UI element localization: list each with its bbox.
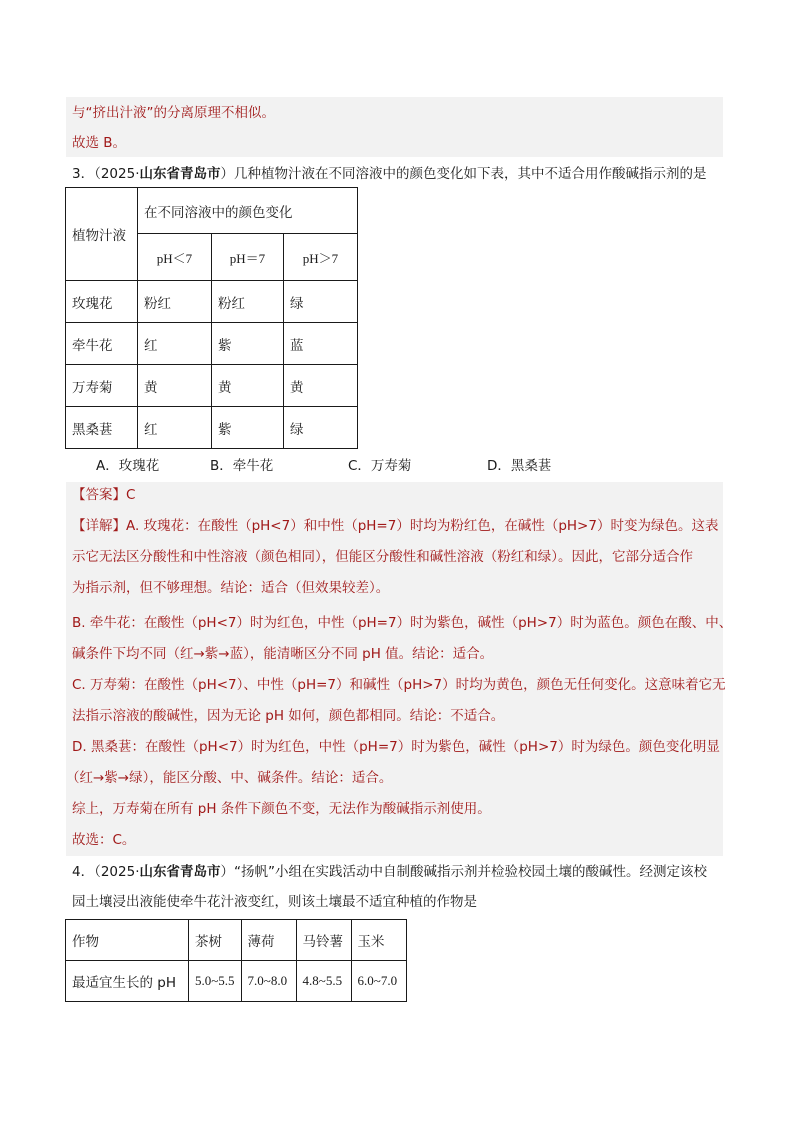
prev-answer-line-2: 故选 B。: [72, 135, 127, 151]
q3-detail-line-2: 示它无法区分酸性和中性溶液（颜色相同），但能区分酸性和碱性溶液（粉红和绿）。因此，它部分适合作: [72, 549, 693, 565]
q4-stem-line-1: [72, 862, 707, 882]
table-row: [66, 323, 358, 365]
q3-detail-line-6: C. 万寿菊：在酸性（pH<7）、中性（pH=7）和碱性（pH>7）时均为黄色，颜色无任何变化。这意味着它无: [72, 677, 726, 693]
q3-option-d: D．黑桑葚: [487, 458, 552, 474]
q4-header-corn: 玉米: [351, 920, 406, 961]
q3-table-group-header: 在不同溶液中的颜色变化: [137, 188, 357, 234]
q4-cell: 4.8~5.5: [296, 961, 351, 1002]
q3-row-name: 玫瑰花: [66, 281, 138, 323]
q3-subheader-acid: pH＜7: [137, 234, 211, 281]
q3-row-name: 万寿菊: [66, 365, 138, 407]
q3-number: 3．: [72, 166, 95, 182]
q3-detail-line-5: 碱条件下均不同（红→紫→蓝），能清晰区分不同 pH 值。结论：适合。: [72, 646, 494, 662]
answer-label: 【答案】: [72, 487, 126, 503]
detail-label: 【详解】: [72, 518, 126, 534]
q3-detail-line-1: [72, 516, 718, 536]
q3-cell: 红: [137, 407, 211, 449]
q3-source-open: （2025·: [94, 166, 140, 182]
q3-detail-line-11: 故选：C。: [72, 832, 136, 848]
q4-header-crop: 作物: [66, 920, 189, 961]
q3-cell: 粉红: [137, 281, 211, 323]
q4-ph-table: [65, 919, 407, 1002]
q3-cell: 黄: [137, 365, 211, 407]
q3-stem-text: 几种植物汁液在不同溶液中的颜色变化如下表，其中不适合用作酸碱指示剂的是: [234, 166, 707, 182]
q3-cell: 紫: [211, 407, 283, 449]
answer-value: C: [126, 487, 136, 503]
q4-header-mint: 薄荷: [241, 920, 296, 961]
q3-subheader-base: pH＞7: [283, 234, 357, 281]
q3-cell: 黄: [211, 365, 283, 407]
q3-stem: [72, 164, 707, 184]
q3-cell: 粉红: [211, 281, 283, 323]
q3-option-c: C．万寿菊: [348, 458, 412, 474]
q3-detail-line-7: 法指示溶液的酸碱性，因为无论 pH 如何，颜色都相同。结论：不适合。: [72, 708, 505, 724]
table-row: [66, 365, 358, 407]
q4-stem-text: “扬帆”小组在实践活动中自制酸碱指示剂并检验校园土壤的酸碱性。经测定该校: [234, 864, 707, 880]
q3-source-close: ）: [220, 166, 234, 182]
q4-source-close: ）: [220, 864, 234, 880]
q3-detail-line-8: D. 黑桑葚：在酸性（pH<7）时为红色，中性（pH=7）时为紫色，碱性（pH>7）时为绿色。颜色变化明显: [72, 739, 720, 755]
q3-cell: 绿: [283, 281, 357, 323]
q3-option-b: B．牵牛花: [210, 458, 274, 474]
detail-text: A. 玫瑰花：在酸性（pH<7）和中性（pH=7）时均为粉红色，在碱性（pH>7）时变为绿色。这表: [126, 518, 719, 534]
q3-row-name: 牵牛花: [66, 323, 138, 365]
q3-subheader-neutral: pH＝7: [211, 234, 283, 281]
prev-answer-line-1: 与“挤出汁液”的分离原理不相似。: [72, 105, 275, 121]
table-row: [66, 407, 358, 449]
q4-cell: 7.0~8.0: [241, 961, 296, 1002]
q4-cell: 6.0~7.0: [351, 961, 406, 1002]
q3-color-table: [65, 187, 358, 449]
q3-detail-line-9: （红→紫→绿），能区分酸、中、碱条件。结论：适合。: [66, 770, 393, 786]
table-row: [66, 961, 407, 1002]
q3-cell: 红: [137, 323, 211, 365]
q3-answer: [72, 485, 135, 505]
q4-cell: 5.0~5.5: [189, 961, 242, 1002]
q3-cell: 紫: [211, 323, 283, 365]
q4-stem-line-2: 园土壤浸出液能使牵牛花汁液变红，则该土壤最不适宜种植的作物是: [72, 894, 477, 910]
q3-source-region: 山东省青岛市: [139, 166, 221, 182]
q3-row-name: 黑桑葚: [66, 407, 138, 449]
q3-option-a: A．玫瑰花: [96, 458, 160, 474]
q3-cell: 黄: [283, 365, 357, 407]
q3-detail-line-4: B. 牵牛花：在酸性（pH<7）时为红色，中性（pH=7）时为紫色，碱性（pH>7）时为蓝色。颜色在酸、中、: [72, 615, 733, 631]
q4-header-potato: 马铃薯: [296, 920, 351, 961]
q4-number: 4．: [72, 864, 95, 880]
q4-source-region: 山东省青岛市: [139, 864, 221, 880]
q4-source-open: （2025·: [94, 864, 140, 880]
q4-row-label: 最适宜生长的 pH: [66, 961, 189, 1002]
q3-cell: 绿: [283, 407, 357, 449]
table-row: [66, 281, 358, 323]
q3-detail-line-10: 综上，万寿菊在所有 pH 条件下颜色不变，无法作为酸碱指示剂使用。: [72, 801, 491, 817]
q3-detail-line-3: 为指示剂，但不够理想。结论：适合（但效果较差）。: [72, 580, 390, 596]
q3-cell: 蓝: [283, 323, 357, 365]
q4-header-tea: 茶树: [189, 920, 242, 961]
q3-table-corner: 植物汁液: [66, 188, 138, 281]
